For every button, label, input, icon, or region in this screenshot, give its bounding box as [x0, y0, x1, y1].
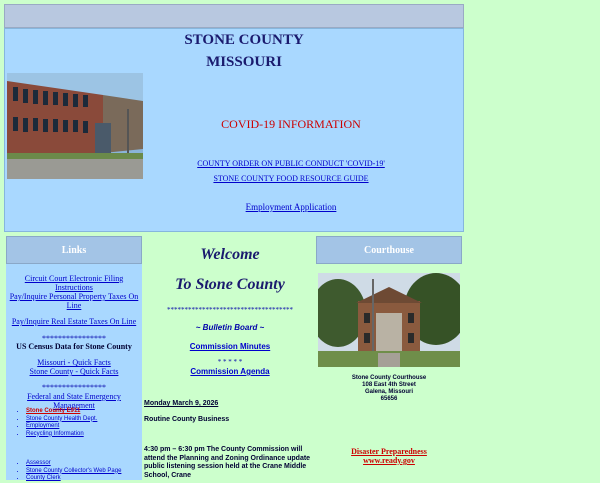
list-item[interactable] [26, 408, 97, 416]
header-panel [4, 28, 464, 232]
food-resource-link[interactable]: STONE COUNTY FOOD RESOURCE GUIDE [213, 174, 369, 183]
disaster-preparedness-link[interactable]: Disaster Preparedness [351, 447, 427, 456]
census-heading: US Census Data for Stone County [16, 342, 132, 351]
assessor-link[interactable]: Assessor [26, 460, 51, 466]
bulletin-date: Monday March 9, 2026 [144, 400, 219, 407]
emergency-management-link[interactable]: Federal and State Emergency Management [27, 392, 121, 410]
links-header: Links [6, 236, 142, 264]
employment-link[interactable]: Employment [26, 423, 60, 429]
bulletin-board-heading: ~ Bulletin Board ~ [195, 323, 265, 332]
courthouse-zip: 65656 [380, 396, 398, 402]
divider-stars: **************** [42, 383, 106, 392]
courthouse-header: Courthouse [316, 236, 462, 264]
stone-county-quick-facts-link[interactable]: Stone County - Quick Facts [29, 367, 119, 376]
collector-link[interactable]: Stone County Collector's Web Page [26, 467, 122, 474]
county-order-link[interactable]: COUNTY ORDER ON PUBLIC CONDUCT 'COVID-19' [197, 159, 385, 168]
courthouse-photo [318, 273, 460, 367]
list-item[interactable] [26, 475, 121, 483]
e911-link[interactable]: Stone County E911 [26, 408, 81, 414]
bulletin-meeting-text: 4:30 pm – 6:30 pm The County Commission will attend the Planning and Zoning Ordinance update public listening session held at the Crane Middle School, Crane [144, 446, 311, 479]
commission-minutes-link[interactable]: Commission Minutes [189, 342, 271, 351]
site-subtitle: MISSOURI [206, 54, 282, 70]
employment-application-link[interactable]: Employment Application [245, 202, 337, 212]
top-bar [4, 4, 464, 28]
bulletin-routine: Routine County Business [144, 416, 230, 423]
list-item[interactable] [26, 460, 121, 468]
list-item[interactable] [26, 468, 121, 476]
divider-stars: **************** [42, 334, 106, 343]
list-item[interactable] [26, 431, 97, 439]
circuit-court-link[interactable]: Circuit Court Electronic Filing Instructions [24, 274, 124, 292]
covid-info-link[interactable]: COVID-19 INFORMATION [221, 117, 361, 131]
links-panel [6, 264, 142, 480]
list-item[interactable] [26, 416, 97, 424]
courthouse-city: Galena, Missouri [364, 389, 413, 395]
commission-agenda-link[interactable]: Commission Agenda [190, 367, 270, 376]
health-dept-link[interactable]: Stone County Health Dept. [26, 415, 98, 422]
offices-list [14, 460, 121, 483]
county-clerk-link[interactable]: County Clerk [26, 475, 61, 481]
site-title: STONE COUNTY [184, 32, 304, 48]
courthouse-street: 108 East 4th Street [362, 382, 416, 388]
divider-stars: ************************************ [167, 306, 293, 314]
real-estate-tax-link[interactable]: Pay/Inquire Real Estate Taxes On Line [11, 317, 137, 326]
list-item[interactable] [26, 423, 97, 431]
welcome-column [144, 236, 316, 480]
personal-property-tax-link[interactable]: Pay/Inquire Personal Property Taxes On Line [9, 292, 139, 310]
ready-gov-link[interactable]: www.ready.gov [363, 456, 415, 465]
welcome-heading: Welcome [200, 246, 260, 263]
courthouse-name: Stone County Courthouse [351, 375, 427, 381]
divider-stars: * * * * * [217, 358, 243, 366]
services-list [14, 408, 97, 438]
recycling-link[interactable]: Recycling Information [26, 430, 84, 437]
welcome-subheading: To Stone County [175, 276, 285, 293]
missouri-quick-facts-link[interactable]: Missouri - Quick Facts [37, 358, 111, 367]
